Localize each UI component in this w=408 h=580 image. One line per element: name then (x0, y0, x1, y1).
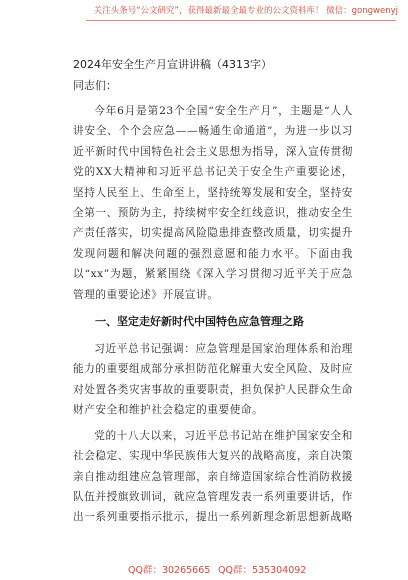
document-body (73, 56, 353, 528)
header-divider (86, 20, 396, 21)
footer (0, 562, 408, 578)
footer-qq-group-right: QQ群：535304092 (218, 565, 307, 576)
document-title: 2024年安全生产月宣讲讲稿（4313字） (73, 58, 272, 71)
intro-paragraph: 今年6月是第23个全国“安全生产月”，主题是“人人讲安全、个个会应急——畅通生命通道”，为进一步以习近平新时代中国特色社会主义思想为指导，深入宣传贯彻党的XX大精神和习近平总书记关于安全生产重要论述，坚持人民至上、生命至上，坚持统筹发展和安全，坚持安全第一、预防为主，持续树牢安全红线意识，推动安全生产责任落实，切实提高风险隐患排查整改质量，切实提升发现问题和解决问题的强烈意愿和能力水平。下面由我以“xx”为题，紧紧围绕《深入学习贯彻习近平关于应急管理的重要论述》开展宣讲。 (73, 105, 353, 301)
footer-qq-group-left: QQ群：30265665 (128, 565, 211, 576)
salutation: 同志们： (73, 79, 117, 92)
section-heading: 一、坚定走好新时代中国特色应急管理之路 (95, 315, 304, 329)
section-paragraph: 党的十八大以来，习近平总书记站在维护国家安全和社会稳定、实现中华民族伟大复兴的战略高度，亲自决策亲自推动组建应急管理部，亲自缔造国家综合性消防救援队伍并授旗致训词，就应急管理发表一系列重要讲话，作出一系列重要指示批示，提出一系列新理念新思想新战略 (73, 429, 353, 524)
section-paragraph: 习近平总书记强调：应急管理是国家治理体系和治理能力的重要组成部分承担防范化解重大安全风险、及时应对处置各类灾害事故的重要职责，担负保护人民群众生命财产安全和维护社会稳定的重要使命。 (73, 343, 353, 417)
header-banner: 关注头条号“公文研究”，获得最新最全最专业的公文资料库！ 微信：gongwenyj (93, 6, 398, 16)
